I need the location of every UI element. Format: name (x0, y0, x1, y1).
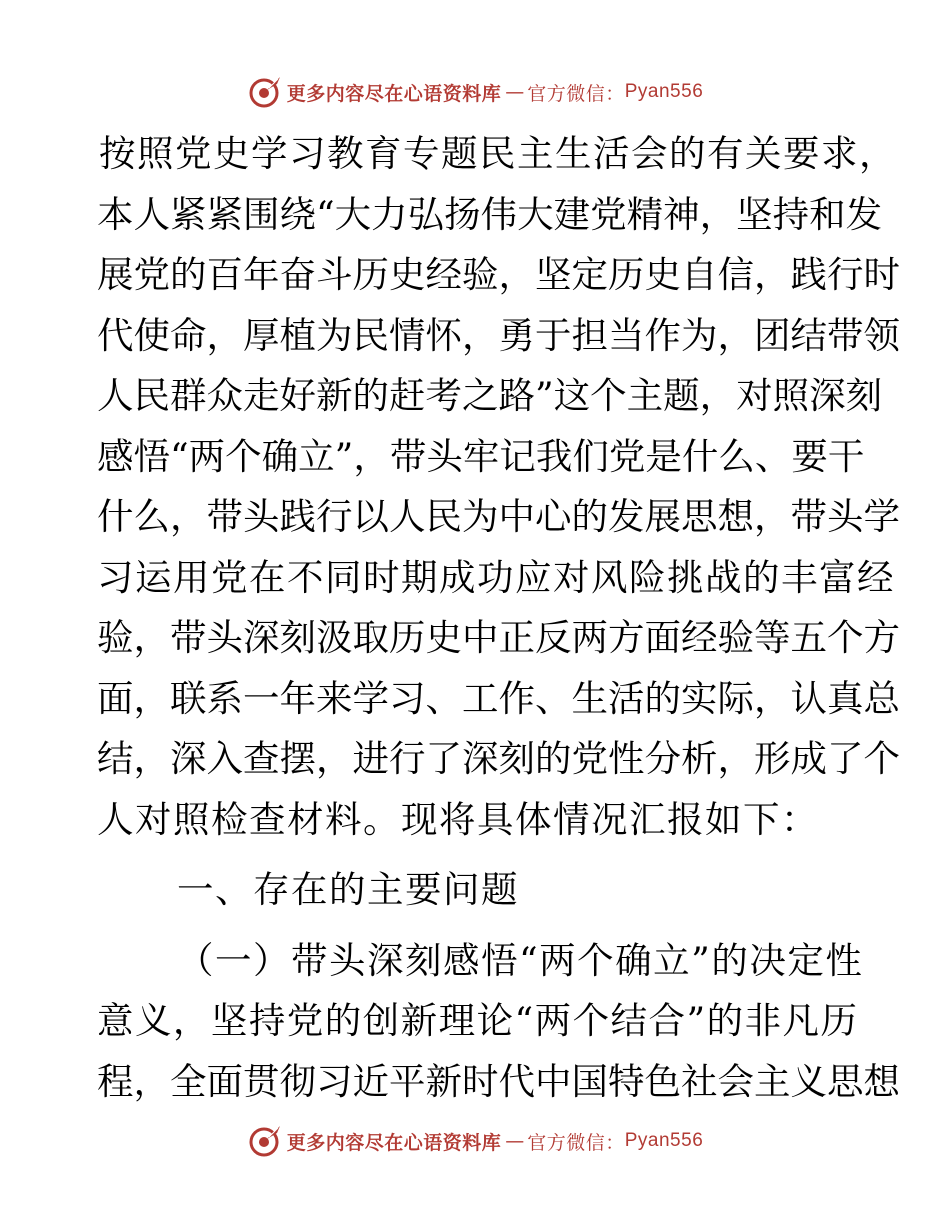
banner-text: 更多内容尽在心语资料库 (286, 82, 502, 105)
intro-line: 展党的百年奋斗历史经验，坚定历史自信，践行时 (97, 253, 900, 296)
banner-text: 更多内容尽在心语资料库 (286, 1131, 502, 1154)
footer-banner (0, 1121, 950, 1161)
section-heading: 一、存在的主要问题 (177, 868, 519, 911)
intro-line: 感悟“两个确立”，带头牢记我们党是什么、要干 (97, 434, 865, 478)
intro-line: 人民群众走好新的赶考之路”这个主题，对照深刻 (97, 374, 883, 417)
banner-wechat-handle: Pyan556 (624, 81, 704, 102)
intro-line: 面，联系一年来学习、工作、生活的实际，认真总 (97, 676, 900, 720)
banner-separator: — (505, 81, 524, 103)
intro-line: 结，深入查摆，进行了深刻的党性分析，形成了个 (97, 737, 900, 780)
quill-pen-circle-icon (247, 1123, 283, 1159)
banner-contact-label: 官方微信： (527, 1131, 625, 1154)
intro-line: 什么，带头践行以人民为中心的发展思想，带头学 (97, 495, 900, 538)
intro-line: 人对照检查材料。现将具体情况汇报如下： (97, 797, 819, 841)
document-body (97, 124, 900, 1112)
subsection-line: 程，全面贯彻习近平新时代中国特色社会主义思想 (97, 1059, 900, 1103)
subsection-line: 意义，坚持党的创新理论“两个结合”的非凡历 (97, 999, 857, 1042)
header-banner (0, 72, 950, 112)
quill-pen-circle-icon (247, 74, 283, 110)
intro-line: 本人紧紧围绕“大力弘扬伟大建党精神，坚持和发 (97, 192, 883, 236)
subsection-line: （一）带头深刻感悟“两个确立”的决定性 (177, 938, 864, 982)
banner-wechat-handle: Pyan556 (624, 1130, 704, 1151)
intro-line: 验，带头深刻汲取历史中正反两方面经验等五个方 (97, 616, 900, 659)
banner-contact-label: 官方微信： (527, 82, 625, 105)
banner-separator: — (505, 1130, 524, 1152)
intro-line: 代使命，厚植为民情怀，勇于担当作为，团结带领 (97, 313, 900, 357)
intro-line: 习运用党在不同时期成功应对风险挑战的丰富经 (97, 555, 895, 599)
intro-line: 按照党史学习教育专题民主生活会的有关要求， (99, 132, 897, 175)
